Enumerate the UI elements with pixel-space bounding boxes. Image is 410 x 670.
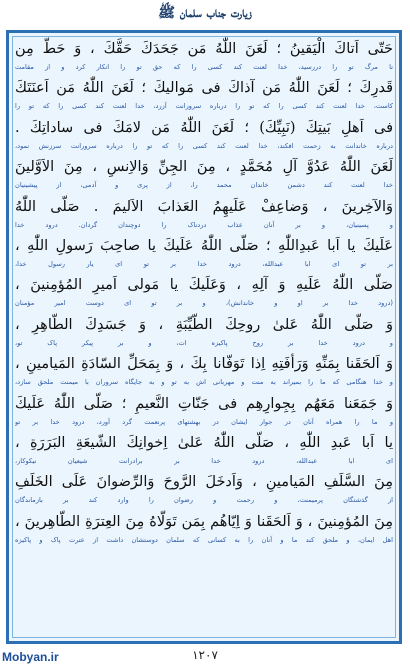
translation-line: و ما را همراه آنان در جوار ایشان در بهشتهای پرنعمت گرد آورد، درود خدا بر تو bbox=[15, 417, 393, 426]
arabic-line: وَ اَلحَقَنا بِمَنِّهِ وَرَأفَتِهِ اِذا تَوَفّانا بِكَ ، وَ بِمَحَلِّ السّادَةِ المَیامینِ ، bbox=[15, 356, 393, 373]
text-row bbox=[15, 313, 393, 352]
arabic-line: لَعَنَ اللّٰهُ عَدُوَّ آلِ مُحَمَّدٍ ، مِنَ الجِنِّ وَالاِنسِ ، مِنَ الاَوَّلینَ bbox=[15, 159, 393, 176]
page-frame bbox=[6, 30, 402, 644]
text-row bbox=[15, 431, 393, 470]
arabic-line: صَلَّى اللّٰهُ عَلَیهِ وَ آلِهِ ، وَعَلَیكَ یا مَولى اَمیرِ المُؤمِنینَ ، bbox=[15, 277, 393, 294]
arabic-line: قَدرِكَ ؛ لَعَنَ اللّٰهُ مَن آذاكَ فی مَوالیكَ ؛ لَعَنَ اللّٰهُ مَن اَعنَتَكَ bbox=[15, 80, 393, 97]
text-row bbox=[15, 234, 393, 273]
translation-line: بر تو ای ابا عبدالله، درود خدا بر تو ای یار رسول خدا، bbox=[15, 259, 393, 268]
page-number: ١٢٠٧ bbox=[192, 648, 218, 662]
translation-line: کاست، خدا لعنت کند کسی را که تو را درباره سرورانت آزرد، خدا لعنت کند کسی را که تو را bbox=[15, 102, 393, 111]
translation-line: تا مرگ تو را دررسید، خدا لعنت کند کسی را که حق تو را انکار کرد و از مقامت bbox=[15, 63, 393, 71]
translation-line: درباره خاندانت به زحمت افکند، خدا لعنت کند کسی را که تو را درباره سرورانت سرزنش نمود، bbox=[15, 141, 393, 150]
page-title: زیارت جناب سلمان ﷺ bbox=[158, 5, 252, 21]
arabic-line: مِنَ المُؤمِنینَ ، وَ اَلحَقَنا وَ اِیّاهُم بِمَن تَوَلّاهُ مِنَ العِترَةِ الطّاهِرینَ ، bbox=[15, 513, 393, 530]
arabic-line: فی اَهلِ بَیتِكَ (نَبِیِّكَ) ؛ لَعَنَ اللّٰهُ مَن لامَكَ فی ساداتِكَ . bbox=[15, 119, 393, 136]
arabic-line: حَتّى اَتاكَ الْیَقینُ ؛ لَعَنَ اللّٰهُ مَن جَحَدَكَ حَقَّكَ ، وَ حَطَّ مِن bbox=[15, 41, 393, 57]
text-row bbox=[15, 37, 393, 76]
translation-line: خدا لعنت کند دشمن خاندان محمد را، از پری و آدمی، از پیشینیان bbox=[15, 181, 393, 190]
text-lines bbox=[15, 37, 393, 637]
arabic-line: وَ صَلَّى اللّٰهُ عَلىٰ روحِكَ الطَّیِّبَةِ ، وَ جَسَدِكَ الطّاهِرِ ، bbox=[15, 316, 393, 333]
text-row bbox=[15, 510, 393, 549]
text-row bbox=[15, 155, 393, 194]
translation-line: و پسینیان، و بر آنان عذاب دردناک را دوچندان گردان. درود خدا bbox=[15, 220, 393, 229]
arabic-line: وَ جَمَعَنا مَعَهُم بِجِوارِهِم فی جَنّاتِ النَّعیمِ ؛ صَلَّى اللّٰهُ عَلَیكَ bbox=[15, 395, 393, 412]
text-row bbox=[15, 470, 393, 509]
text-row bbox=[15, 116, 393, 155]
translation-line: اهل ایمان، و ملحق کند ما و آنان را به کسانی که سلمان دوستشان داشت از عترت پاک و پاکیزه bbox=[15, 535, 393, 544]
translation-line: و خدا هنگامی که ما را بمیراند به منت و مهربانی اش به تو و به جایگاه سروران با میمنت ملحق سازد، bbox=[15, 378, 393, 387]
site-link[interactable]: Mobyan.ir bbox=[2, 650, 59, 664]
translation-line: ای ابا عبدالله، درود خدا بر برادرانت شیعیان نیکوکار، bbox=[15, 456, 393, 465]
translation-line: و درود خدا بر روح پاکیزه ات، و بر پیکر پاک تو، bbox=[15, 338, 393, 347]
arabic-line: عَلَیكَ یا اَبا عَبدِاللّٰهِ ؛ صَلَّى اللّٰهُ عَلَیكَ یا صاحِبَ رَسولِ اللّٰهِ ، bbox=[15, 237, 393, 254]
text-row bbox=[15, 352, 393, 391]
translation-line: از گذشتگان پرمیمنت، و رحمت و رضوان را وارد کند بر بازماندگان bbox=[15, 496, 393, 505]
text-row bbox=[15, 195, 393, 234]
translation-line: (درود خدا بر او و خاندانش)، و بر تو ای دوست امیر مؤمنان bbox=[15, 299, 393, 308]
arabic-line: وَالآخِرینَ ، وَضاعِفْ عَلَیهِمُ العَذابَ الاَلیمَ . صَلَّى اللّٰهُ bbox=[15, 198, 393, 215]
arabic-line: مِنَ السَّلَفِ المَیامینِ ، وَاَدخَلَ الرَّوحَ وَالرِّضوانَ عَلَى الخَلَفِ bbox=[15, 474, 393, 491]
text-row bbox=[15, 392, 393, 431]
text-row bbox=[15, 273, 393, 312]
arabic-line: یا اَبا عَبدِ اللّٰهِ ، صَلَّى اللّٰهُ عَلىٰ اِخوانِكَ الشّیعَةِ البَرَرَةِ ، bbox=[15, 434, 393, 451]
text-row bbox=[15, 76, 393, 115]
